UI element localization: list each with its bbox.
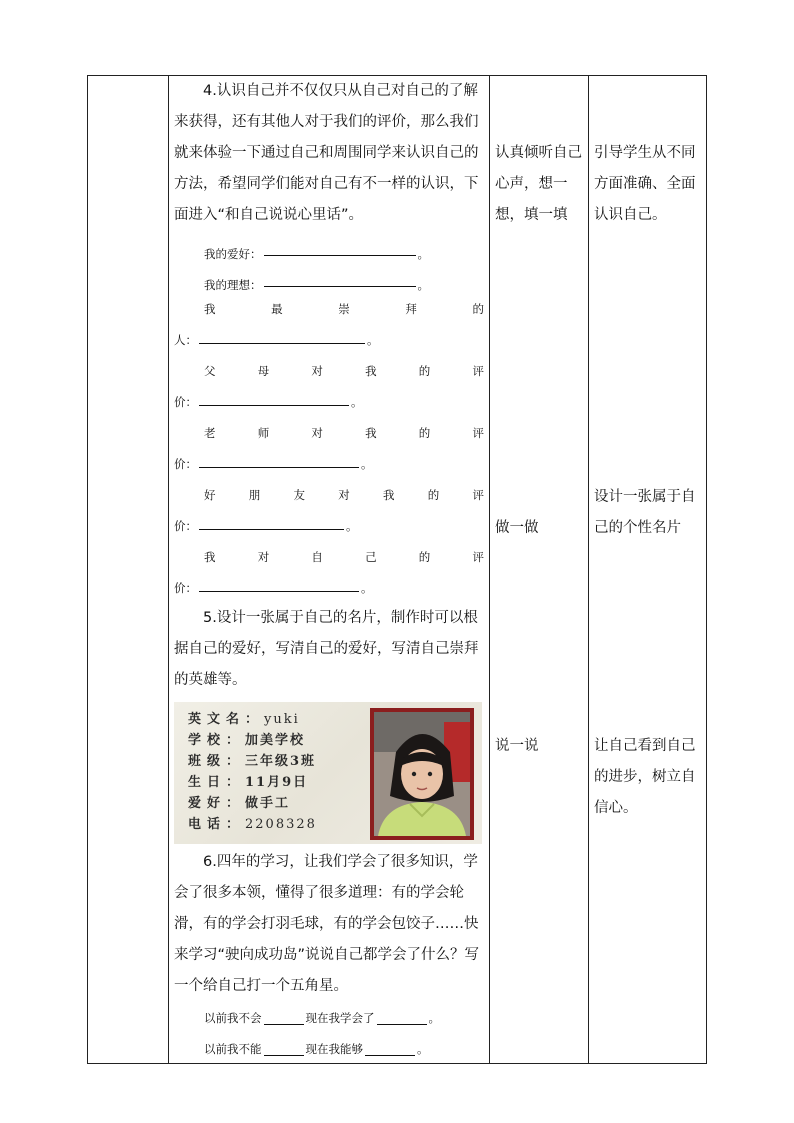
- friend-blank[interactable]: [199, 515, 344, 530]
- ideal-blank[interactable]: [264, 272, 416, 287]
- learned-blank-2b[interactable]: [365, 1041, 415, 1056]
- learned-blank-2a[interactable]: [264, 1041, 304, 1056]
- parents-blank[interactable]: [199, 391, 349, 406]
- item-5-text: 5.设计一张属于自己的名片，制作时可以根据自己的爱好，写清自己的爱好，写清自己崇拜的英雄等。: [174, 610, 479, 688]
- student-activity-3: 说一说: [495, 738, 539, 754]
- card-row: 生日：11月9日: [188, 775, 309, 790]
- column-divider: [489, 76, 490, 1063]
- student-activity-1: 认真倾听自己心声，想一想，填一填: [495, 145, 582, 223]
- self-line: 我 对 自 己 的 评: [204, 549, 484, 564]
- card-row: 英文名：yuki: [188, 712, 300, 727]
- parents-line: 父 母 对 我 的 评: [204, 363, 484, 378]
- learned-blank-1a[interactable]: [264, 1010, 304, 1025]
- teacher-blank[interactable]: [199, 453, 359, 468]
- activity-cell: [174, 76, 484, 696]
- lesson-table: [87, 75, 707, 1064]
- admire-tail: 人： 。: [174, 324, 484, 355]
- learned-line-2: 以前我不能 现在我能够 。: [204, 1041, 429, 1056]
- design-intent-1: 引导学生从不同方面准确、全面认识自己。: [594, 145, 696, 223]
- friend-line: 好 朋 友 对 我 的 评: [204, 487, 484, 502]
- ideal-label: 我的理想：: [204, 278, 262, 292]
- card-row: 班级：三年级3班: [188, 754, 317, 769]
- self-blank[interactable]: [199, 577, 359, 592]
- admire-line: 我 最 崇 拜 的: [204, 301, 484, 316]
- card-row: 学校：加美学校: [188, 733, 306, 748]
- admire-blank[interactable]: [199, 329, 365, 344]
- teacher-line: 老 师 对 我 的 评: [204, 425, 484, 440]
- child-photo: [370, 708, 474, 840]
- child-portrait-illustration: [374, 712, 470, 836]
- parents-tail: 价： 。: [174, 386, 484, 417]
- self-tail: 价： 。: [174, 572, 484, 603]
- design-intent-3: 让自己看到自己的进步，树立自信心。: [594, 738, 696, 816]
- learned-blank-1b[interactable]: [377, 1010, 427, 1025]
- name-card-image: [174, 702, 482, 844]
- card-row: 电话：2208328: [188, 817, 317, 832]
- hobby-blank[interactable]: [264, 241, 416, 256]
- design-intent-2: 设计一张属于自己的个性名片: [594, 489, 696, 536]
- learned-line-1: 以前我不会 现在我学会了 。: [204, 1010, 440, 1025]
- card-row: 爱好：做手工: [188, 796, 291, 811]
- item-4-text: 4.认识自己并不仅仅只从自己对自己的了解来获得，还有其他人对于我们的评价，那么我们就来体验一下通过自己和周围同学来认识自己的方法，希望同学们能对自己有不一样的认识，下面进入“和自己说说心里话”。: [174, 83, 479, 223]
- student-activity-2: 做一做: [495, 520, 539, 536]
- teacher-tail: 价： 。: [174, 448, 484, 479]
- friend-tail: 价： 。: [174, 510, 484, 541]
- ideal-line: 我的理想： 。: [174, 262, 484, 293]
- activity-cell-lower: [174, 847, 484, 1064]
- hobby-line: 我的爱好： 。: [174, 231, 484, 262]
- column-divider: [168, 76, 169, 1063]
- column-divider: [588, 76, 589, 1063]
- item-6-text: 6.四年的学习，让我们学会了很多知识，学会了很多本领，懂得了很多道理：有的学会轮滑，有的学会打羽毛球，有的学会包饺子……快来学习“驶向成功岛”说说自己都学会了什么？写一个给自己打一个五角星。: [174, 854, 480, 994]
- hobby-label: 我的爱好：: [204, 247, 262, 261]
